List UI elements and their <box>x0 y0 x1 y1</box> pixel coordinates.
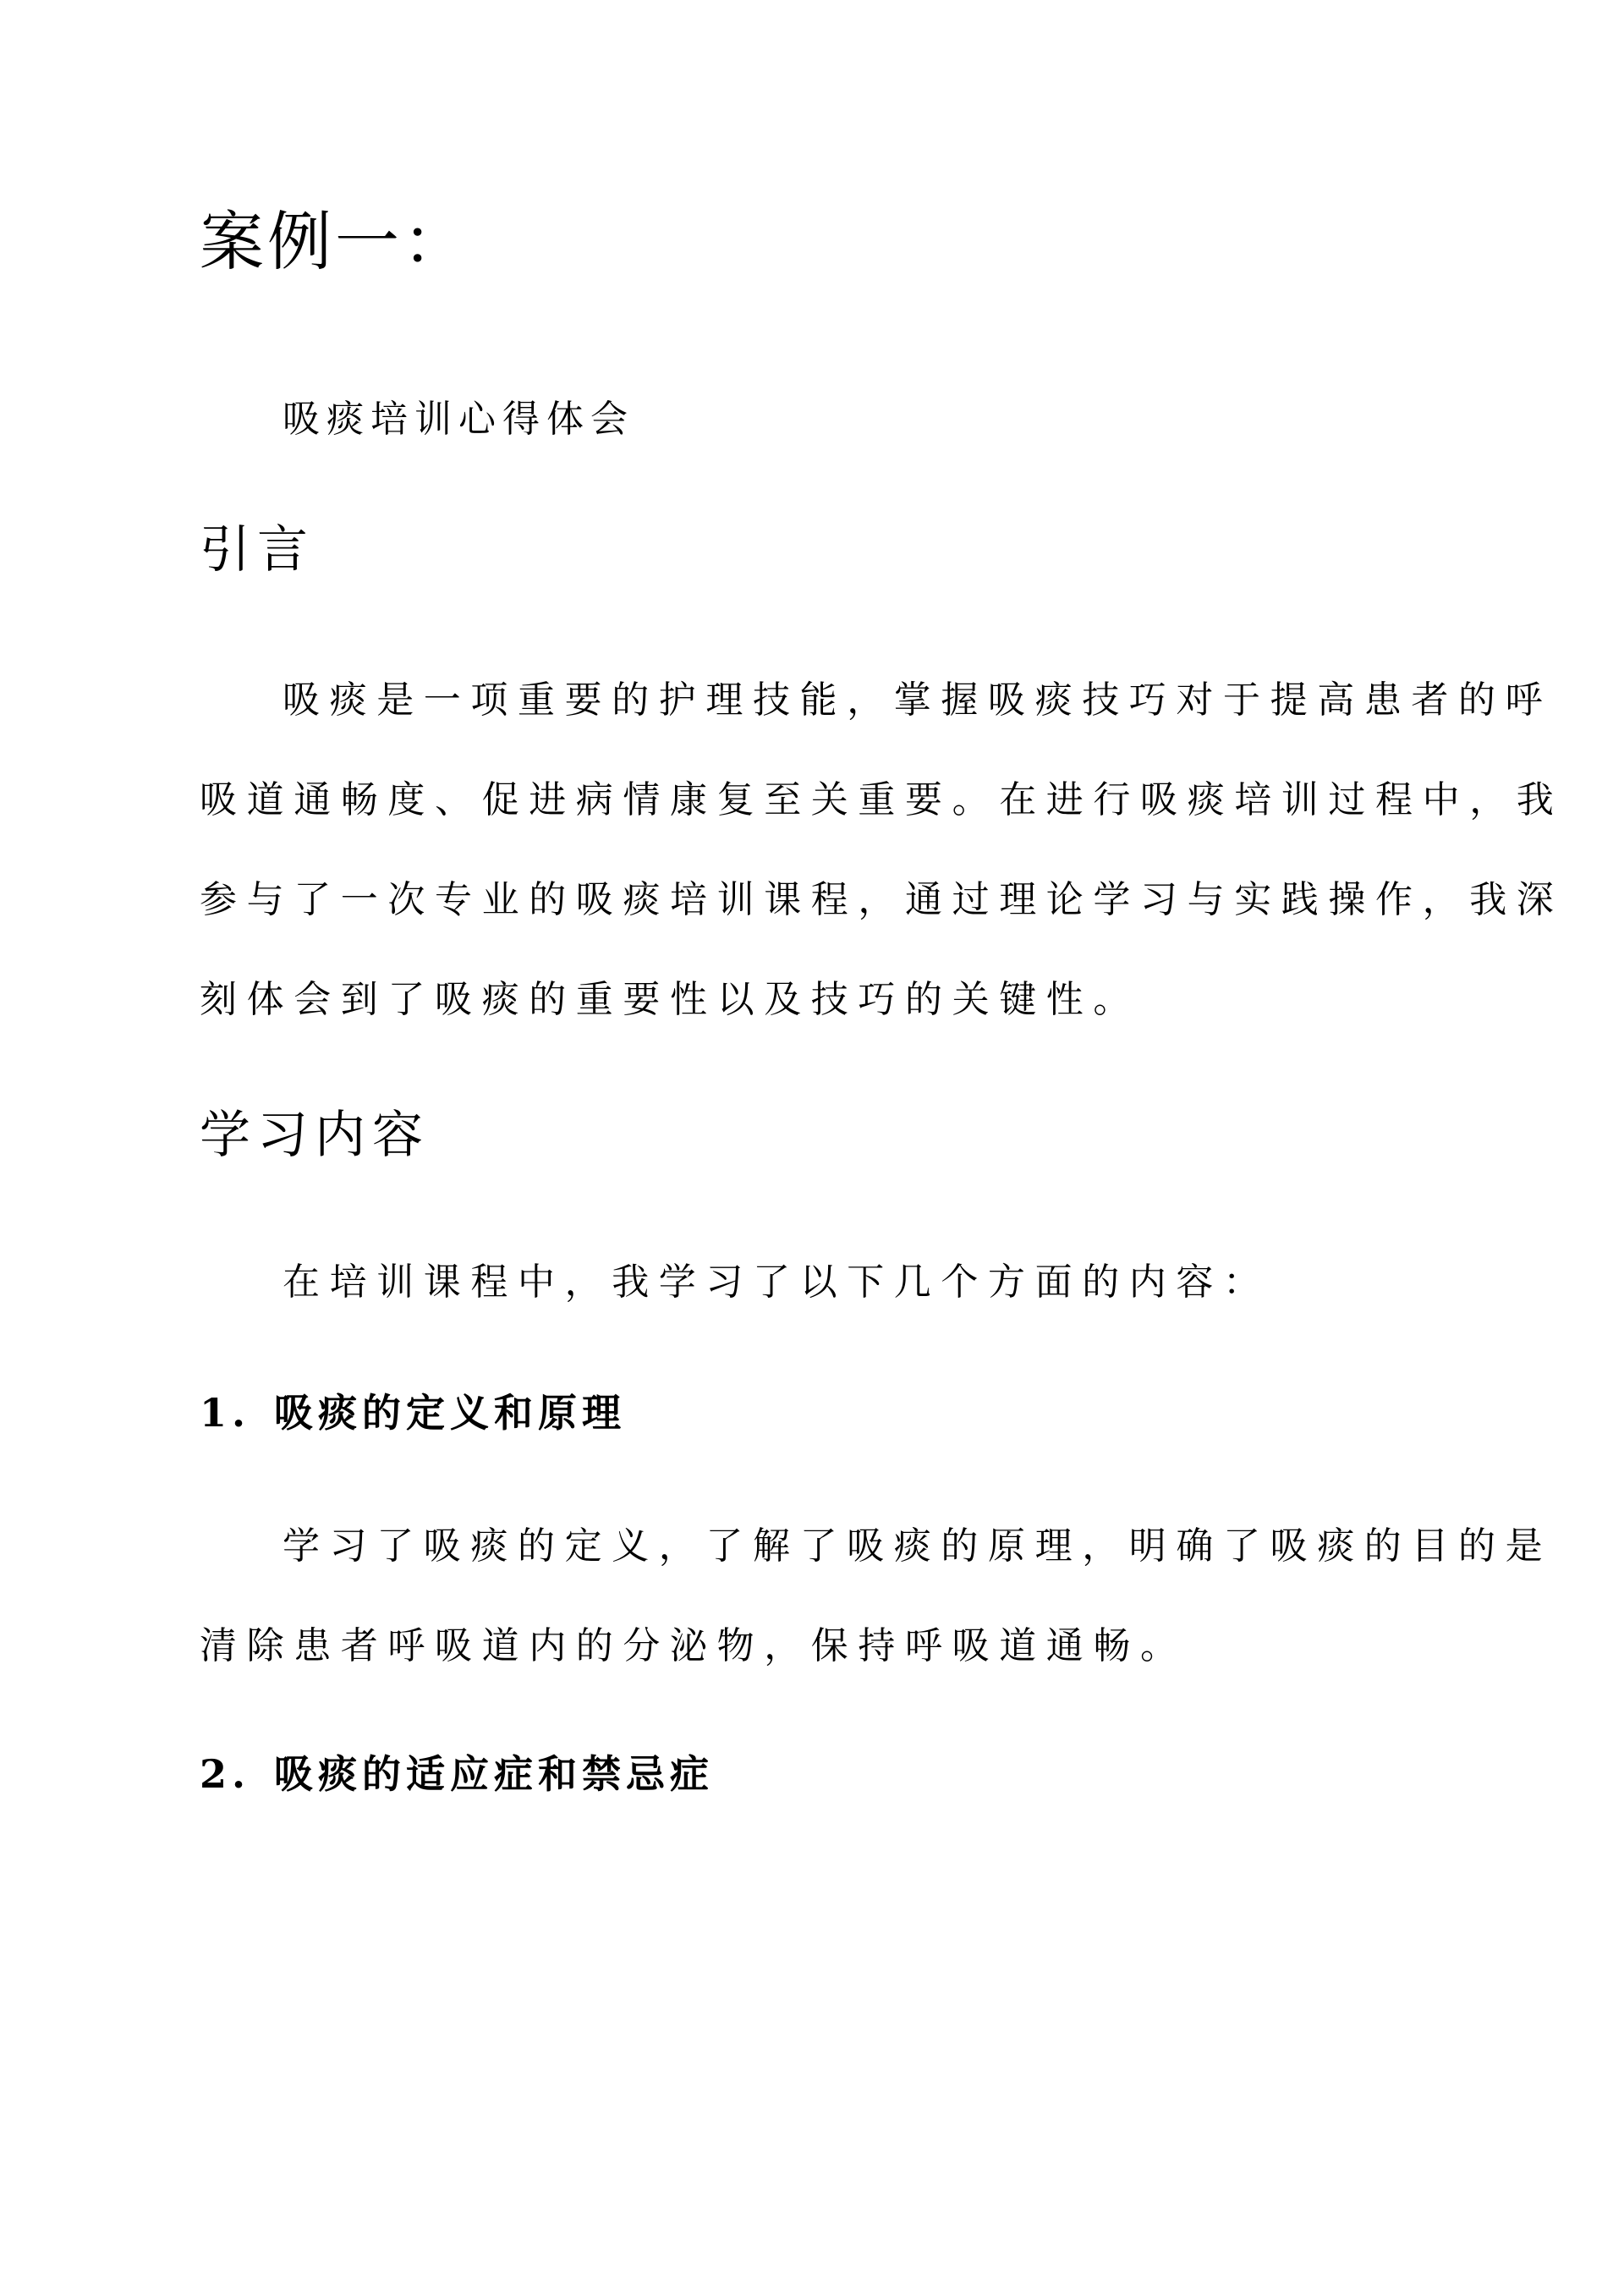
section-heading-introduction: 引言 <box>200 520 315 579</box>
item-2-title: 吸痰的适应症和禁忌症 <box>274 1751 714 1797</box>
item-1-line-2: 清除患者呼吸道内的分泌物，保持呼吸道通畅。 <box>200 1624 1188 1667</box>
item-2-heading <box>200 1749 1435 1799</box>
introduction-line-2: 吸道通畅度、促进病情康复至关重要。在进行吸痰培训过程中，我 <box>200 778 1564 821</box>
item-1-line-1: 学习了吸痰的定义，了解了吸痰的原理，明确了吸痰的目的是 <box>283 1524 1553 1568</box>
document-subtitle: 吸痰培训心得体会 <box>283 398 634 441</box>
learning-content-intro: 在培训课程中，我学习了以下几个方面的内容： <box>283 1261 1270 1304</box>
item-1-number: 1. <box>200 1390 251 1436</box>
introduction-line-1: 吸痰是一项重要的护理技能，掌握吸痰技巧对于提高患者的呼 <box>283 678 1553 722</box>
item-1-title: 吸痰的定义和原理 <box>274 1390 626 1436</box>
case-title: 案例一： <box>200 204 470 279</box>
introduction-line-4: 刻体会到了吸痰的重要性以及技巧的关键性。 <box>200 978 1140 1021</box>
item-1-heading <box>200 1388 1435 1437</box>
introduction-line-3: 参与了一次专业的吸痰培训课程，通过理论学习与实践操作，我深 <box>200 878 1564 921</box>
section-heading-learning-content: 学习内容 <box>200 1106 430 1165</box>
item-2-number: 2. <box>200 1751 251 1797</box>
